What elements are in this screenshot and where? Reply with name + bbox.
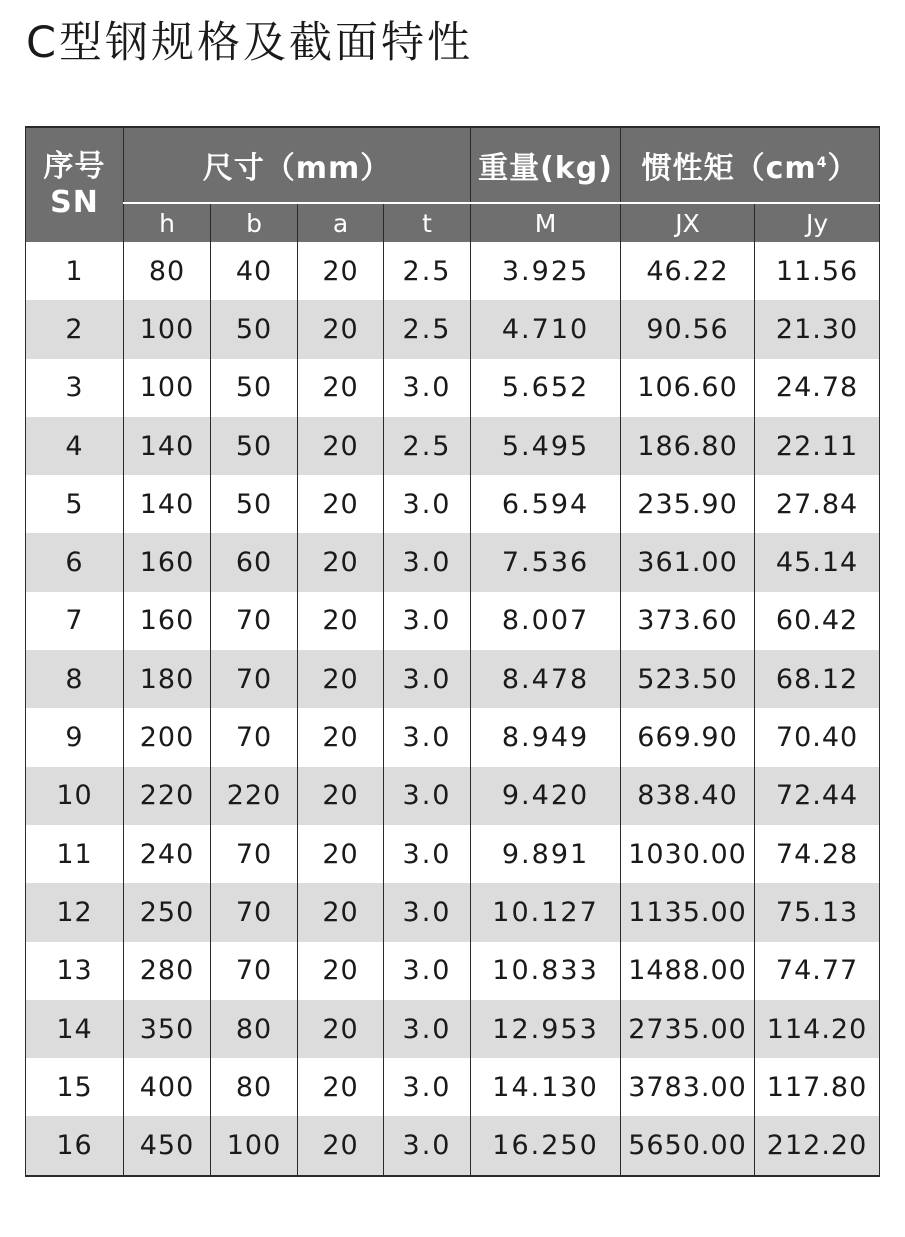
cell-m: 10.127	[471, 883, 621, 941]
cell-b: 40	[211, 242, 298, 300]
cell-a: 20	[298, 1000, 384, 1058]
cell-jy: 22.11	[755, 417, 880, 475]
cell-jy: 68.12	[755, 650, 880, 708]
cell-a: 20	[298, 1058, 384, 1116]
table-row	[26, 242, 880, 300]
header-h: h	[124, 203, 211, 242]
cell-jy: 27.84	[755, 475, 880, 533]
cell-m: 9.420	[471, 767, 621, 825]
cell-b: 80	[211, 1000, 298, 1058]
header-row-groups	[26, 127, 880, 203]
cell-sn: 6	[26, 533, 124, 591]
cell-h: 100	[124, 359, 211, 417]
cell-a: 20	[298, 592, 384, 650]
table-row	[26, 942, 880, 1000]
header-inertia-close: ）	[827, 151, 859, 186]
table-row	[26, 650, 880, 708]
cell-a: 20	[298, 242, 384, 300]
table-row	[26, 592, 880, 650]
cell-a: 20	[298, 1116, 384, 1175]
cell-sn: 2	[26, 300, 124, 358]
cell-m: 8.007	[471, 592, 621, 650]
header-jx: JX	[621, 203, 755, 242]
cell-jx: 1135.00	[621, 883, 755, 941]
header-sn-cn: 序号	[43, 149, 106, 184]
cell-h: 80	[124, 242, 211, 300]
table-row	[26, 708, 880, 766]
cell-b: 100	[211, 1116, 298, 1175]
header-jy: Jy	[755, 203, 880, 242]
header-size-group: 尺寸（mm）	[124, 127, 471, 203]
cell-t: 3.0	[384, 825, 471, 883]
cell-h: 160	[124, 533, 211, 591]
cell-t: 3.0	[384, 708, 471, 766]
cell-jx: 2735.00	[621, 1000, 755, 1058]
header-sn-en: SN	[50, 185, 99, 220]
cell-h: 280	[124, 942, 211, 1000]
cell-sn: 7	[26, 592, 124, 650]
header-inertia-group	[621, 127, 880, 203]
cell-t: 3.0	[384, 1000, 471, 1058]
cell-h: 220	[124, 767, 211, 825]
cell-jy: 21.30	[755, 300, 880, 358]
cell-t: 3.0	[384, 1058, 471, 1116]
cell-jy: 72.44	[755, 767, 880, 825]
cell-jy: 74.28	[755, 825, 880, 883]
cell-jx: 5650.00	[621, 1116, 755, 1175]
cell-t: 2.5	[384, 300, 471, 358]
cell-sn: 15	[26, 1058, 124, 1116]
cell-m: 5.495	[471, 417, 621, 475]
cell-a: 20	[298, 475, 384, 533]
cell-jy: 45.14	[755, 533, 880, 591]
cell-sn: 5	[26, 475, 124, 533]
cell-t: 2.5	[384, 242, 471, 300]
cell-jx: 669.90	[621, 708, 755, 766]
header-inertia-sup: 4	[816, 155, 828, 171]
cell-jy: 114.20	[755, 1000, 880, 1058]
cell-sn: 11	[26, 825, 124, 883]
cell-jy: 74.77	[755, 942, 880, 1000]
cell-h: 180	[124, 650, 211, 708]
cell-b: 50	[211, 475, 298, 533]
cell-jx: 373.60	[621, 592, 755, 650]
cell-m: 12.953	[471, 1000, 621, 1058]
cell-jx: 3783.00	[621, 1058, 755, 1116]
cell-t: 3.0	[384, 767, 471, 825]
cell-t: 3.0	[384, 359, 471, 417]
cell-m: 5.652	[471, 359, 621, 417]
table-row	[26, 1116, 880, 1175]
table-row	[26, 883, 880, 941]
cell-jx: 1030.00	[621, 825, 755, 883]
cell-jx: 46.22	[621, 242, 755, 300]
header-a: a	[298, 203, 384, 242]
cell-jx: 838.40	[621, 767, 755, 825]
cell-h: 450	[124, 1116, 211, 1175]
cell-a: 20	[298, 650, 384, 708]
cell-jx: 235.90	[621, 475, 755, 533]
cell-h: 160	[124, 592, 211, 650]
cell-m: 8.478	[471, 650, 621, 708]
cell-m: 3.925	[471, 242, 621, 300]
cell-jx: 106.60	[621, 359, 755, 417]
cell-a: 20	[298, 417, 384, 475]
cell-h: 140	[124, 417, 211, 475]
cell-a: 20	[298, 359, 384, 417]
cell-m: 10.833	[471, 942, 621, 1000]
cell-b: 50	[211, 359, 298, 417]
header-row-sub	[26, 203, 880, 242]
cell-a: 20	[298, 708, 384, 766]
page-title: C型钢规格及截面特性	[26, 18, 474, 68]
cell-b: 80	[211, 1058, 298, 1116]
table-row	[26, 1000, 880, 1058]
cell-t: 3.0	[384, 942, 471, 1000]
cell-a: 20	[298, 942, 384, 1000]
cell-h: 100	[124, 300, 211, 358]
cell-t: 3.0	[384, 650, 471, 708]
spec-table	[25, 126, 880, 1177]
cell-jx: 361.00	[621, 533, 755, 591]
table-row	[26, 825, 880, 883]
cell-sn: 9	[26, 708, 124, 766]
cell-jy: 24.78	[755, 359, 880, 417]
cell-h: 400	[124, 1058, 211, 1116]
cell-t: 3.0	[384, 1116, 471, 1175]
cell-sn: 4	[26, 417, 124, 475]
table-row	[26, 767, 880, 825]
cell-h: 250	[124, 883, 211, 941]
cell-h: 350	[124, 1000, 211, 1058]
header-inertia-text: 惯性矩（cm	[641, 151, 817, 186]
cell-a: 20	[298, 883, 384, 941]
cell-b: 220	[211, 767, 298, 825]
cell-m: 8.949	[471, 708, 621, 766]
cell-b: 70	[211, 825, 298, 883]
cell-sn: 12	[26, 883, 124, 941]
cell-sn: 3	[26, 359, 124, 417]
cell-jx: 90.56	[621, 300, 755, 358]
cell-b: 50	[211, 300, 298, 358]
table-row	[26, 1058, 880, 1116]
cell-m: 6.594	[471, 475, 621, 533]
cell-jy: 60.42	[755, 592, 880, 650]
cell-t: 3.0	[384, 883, 471, 941]
cell-b: 70	[211, 708, 298, 766]
header-m: M	[471, 203, 621, 242]
cell-a: 20	[298, 767, 384, 825]
cell-h: 200	[124, 708, 211, 766]
header-weight-group: 重量(kg)	[471, 127, 621, 203]
table-row	[26, 417, 880, 475]
header-b: b	[211, 203, 298, 242]
cell-h: 240	[124, 825, 211, 883]
cell-jx: 1488.00	[621, 942, 755, 1000]
cell-b: 70	[211, 942, 298, 1000]
cell-m: 9.891	[471, 825, 621, 883]
cell-b: 70	[211, 883, 298, 941]
cell-jy: 11.56	[755, 242, 880, 300]
cell-sn: 14	[26, 1000, 124, 1058]
cell-sn: 10	[26, 767, 124, 825]
cell-a: 20	[298, 300, 384, 358]
cell-a: 20	[298, 825, 384, 883]
cell-m: 7.536	[471, 533, 621, 591]
cell-t: 3.0	[384, 533, 471, 591]
cell-b: 70	[211, 650, 298, 708]
cell-m: 4.710	[471, 300, 621, 358]
cell-jx: 186.80	[621, 417, 755, 475]
table-row	[26, 300, 880, 358]
cell-h: 140	[124, 475, 211, 533]
cell-t: 2.5	[384, 417, 471, 475]
header-t: t	[384, 203, 471, 242]
cell-jy: 212.20	[755, 1116, 880, 1175]
cell-jy: 75.13	[755, 883, 880, 941]
cell-t: 3.0	[384, 475, 471, 533]
cell-sn: 1	[26, 242, 124, 300]
cell-jy: 117.80	[755, 1058, 880, 1116]
table-row	[26, 533, 880, 591]
cell-t: 3.0	[384, 592, 471, 650]
cell-sn: 8	[26, 650, 124, 708]
cell-b: 60	[211, 533, 298, 591]
table-row	[26, 475, 880, 533]
table-body	[26, 242, 880, 1176]
cell-jx: 523.50	[621, 650, 755, 708]
table-row	[26, 359, 880, 417]
cell-a: 20	[298, 533, 384, 591]
cell-b: 50	[211, 417, 298, 475]
header-sn	[26, 127, 124, 242]
cell-sn: 13	[26, 942, 124, 1000]
cell-b: 70	[211, 592, 298, 650]
cell-m: 14.130	[471, 1058, 621, 1116]
cell-m: 16.250	[471, 1116, 621, 1175]
cell-sn: 16	[26, 1116, 124, 1175]
cell-jy: 70.40	[755, 708, 880, 766]
